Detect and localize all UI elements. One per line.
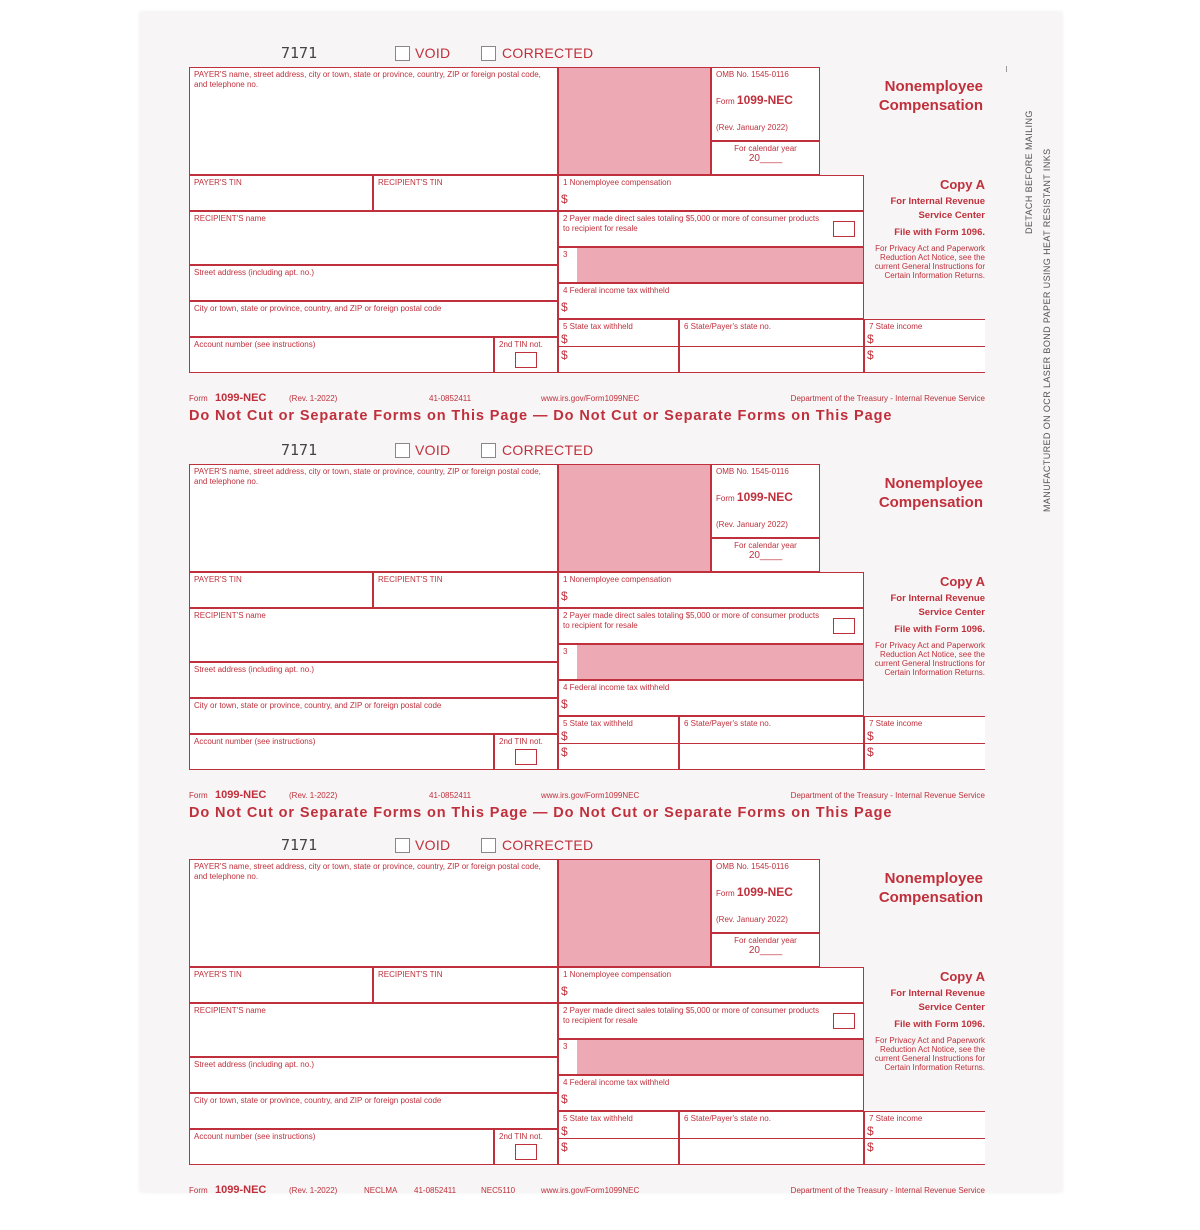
box3-label: 3: [563, 647, 568, 656]
box7-label: 7 State income: [869, 719, 923, 728]
box1-label: 1 Nonemployee compensation: [563, 970, 672, 979]
footer-form-label: Form: [189, 394, 208, 403]
recipient-name-field[interactable]: [189, 608, 558, 662]
copy-a-privacy: For Privacy Act and Paperwork Reduction Act Notice, see the current General Instructions for Certain Information Returns.: [874, 1036, 985, 1072]
warning-text: Do Not Cut or Separate Forms on This Page — Do Not Cut or Separate Forms on This Page: [189, 805, 893, 821]
footer-url: www.irs.gov/Form1099NEC: [541, 791, 640, 800]
box7-label: 7 State income: [869, 1114, 923, 1123]
omb-number: OMB No. 1545-0116: [716, 70, 789, 79]
second-tin-label: 2nd TIN not.: [499, 1132, 543, 1141]
street-address-field[interactable]: [189, 265, 558, 301]
calendar-year-label: For calendar year: [734, 541, 797, 550]
box1-dollar: $: [561, 984, 568, 998]
void-checkbox[interactable]: [395, 838, 410, 853]
box6-label: 6 State/Payer's state no.: [684, 322, 771, 331]
payer-name-field[interactable]: [189, 859, 558, 967]
copy-a-privacy: For Privacy Act and Paperwork Reduction Act Notice, see the current General Instructions for Certain Information Returns.: [874, 641, 985, 677]
box2-field: [558, 211, 864, 247]
void-checkbox[interactable]: [395, 46, 410, 61]
form-name: 1099-NEC: [736, 490, 793, 504]
box4-dollar: $: [561, 1092, 568, 1106]
box7-dollar-2: $: [867, 1140, 874, 1154]
box5-dollar-1: $: [561, 1124, 568, 1138]
calendar-year-box[interactable]: [711, 933, 820, 967]
void-checkbox[interactable]: [395, 443, 410, 458]
payer-name-label: PAYER'S name, street address, city or town, state or province, country, ZIP or foreign postal code, and telephone no.: [194, 70, 541, 89]
second-tin-checkbox[interactable]: [515, 352, 537, 368]
rev-box: [711, 121, 820, 141]
box5-field[interactable]: [558, 716, 679, 770]
copy-a-privacy: For Privacy Act and Paperwork Reduction Act Notice, see the current General Instructions for Certain Information Returns.: [874, 244, 985, 280]
second-tin-field: [494, 1129, 558, 1165]
form-title: Nonemployee Compensation: [878, 870, 983, 906]
form-code: 7171: [281, 836, 318, 854]
recipient-tin-field[interactable]: [373, 967, 558, 1003]
corrected-label: CORRECTED: [502, 45, 594, 61]
box1-field[interactable]: [558, 572, 864, 608]
shaded-area: [558, 859, 711, 967]
footer-form-name: 1099-NEC: [215, 392, 267, 404]
calendar-year: 20____: [748, 945, 783, 956]
payer-tin-label: PAYER'S TIN: [194, 178, 242, 187]
copy-a-for: For Internal Revenue Service Center: [890, 593, 985, 618]
form-grid: [189, 67, 985, 389]
box1-field[interactable]: [558, 967, 864, 1003]
form-prefix: Form: [716, 97, 735, 106]
payer-tin-label: PAYER'S TIN: [194, 970, 242, 979]
form-topline: [189, 42, 689, 66]
box7-field[interactable]: [864, 1111, 985, 1165]
corrected-label: CORRECTED: [502, 442, 594, 458]
form-1099-nec-2: [189, 439, 985, 835]
box3-label: 3: [563, 250, 568, 259]
footer-rev: (Rev. 1-2022): [289, 394, 338, 403]
box2-field: [558, 608, 864, 644]
copy-a-file: File with Form 1096.: [894, 1019, 985, 1030]
box4-field[interactable]: [558, 283, 864, 319]
corrected-checkbox[interactable]: [481, 443, 496, 458]
footer-cat: 41-0852411: [414, 1186, 457, 1195]
box5-dollar-2: $: [561, 1140, 568, 1154]
recipient-name-label: RECIPIENT'S name: [194, 1006, 266, 1015]
city-field[interactable]: [189, 698, 558, 734]
form-id-box: [711, 89, 820, 121]
box7-dollar-1: $: [867, 729, 874, 743]
box4-label: 4 Federal income tax withheld: [563, 683, 670, 692]
second-tin-label: 2nd TIN not.: [499, 340, 543, 349]
calendar-year: 20____: [748, 153, 783, 164]
form-id-box: [711, 881, 820, 913]
side-text: [1024, 72, 1064, 512]
void-label: VOID: [415, 442, 451, 458]
form-prefix: Form: [716, 494, 735, 503]
city-label: City or town, state or province, country, and ZIP or foreign postal code: [194, 304, 442, 313]
form-grid: [189, 859, 985, 1181]
box5-label: 5 State tax withheld: [563, 1114, 633, 1123]
box5-dollar-1: $: [561, 729, 568, 743]
rev-box: [711, 913, 820, 933]
second-tin-field: [494, 337, 558, 373]
footer-dept: Department of the Treasury - Internal Revenue Service: [790, 791, 985, 800]
payer-tin-field[interactable]: [189, 572, 373, 608]
box2-checkbox[interactable]: [833, 221, 855, 237]
shaded-area: [558, 464, 711, 572]
footer-extra2: NEC5110: [481, 1186, 516, 1195]
box5-label: 5 State tax withheld: [563, 322, 633, 331]
form-code: 7171: [281, 44, 318, 62]
account-number-label: Account number (see instructions): [194, 340, 316, 349]
copy-a-for: For Internal Revenue Service Center: [890, 196, 985, 221]
form-code: 7171: [281, 441, 318, 459]
box1-dollar: $: [561, 192, 568, 206]
calendar-year-box[interactable]: [711, 538, 820, 572]
box5-dollar-2: $: [561, 348, 568, 362]
copy-a-file: File with Form 1096.: [894, 624, 985, 635]
payer-tin-field[interactable]: [189, 175, 373, 211]
box5-dollar-2: $: [561, 745, 568, 759]
recipient-tin-field[interactable]: [373, 572, 558, 608]
payer-name-label: PAYER'S name, street address, city or town, state or province, country, ZIP or foreign postal code, and telephone no.: [194, 467, 541, 486]
street-address-field[interactable]: [189, 1057, 558, 1093]
box6-field[interactable]: [679, 319, 864, 373]
form-footer: [189, 789, 985, 803]
paper-text: MANUFACTURED ON OCR LASER BOND PAPER USING HEAT RESISTANT INKS: [1042, 148, 1052, 512]
omb-box: [711, 464, 820, 486]
box5-field[interactable]: [558, 1111, 679, 1165]
footer-dept: Department of the Treasury - Internal Revenue Service: [790, 394, 985, 403]
box1-label: 1 Nonemployee compensation: [563, 575, 672, 584]
second-tin-checkbox[interactable]: [515, 1144, 537, 1160]
box3-field: [558, 247, 864, 283]
form-footer: [189, 392, 985, 406]
box1-dollar: $: [561, 589, 568, 603]
recipient-name-field[interactable]: [189, 211, 558, 265]
recipient-name-label: RECIPIENT'S name: [194, 214, 266, 223]
footer-rev: (Rev. 1-2022): [289, 1186, 338, 1195]
footer-url: www.irs.gov/Form1099NEC: [541, 394, 640, 403]
second-tin-label: 2nd TIN not.: [499, 737, 543, 746]
account-number-field[interactable]: [189, 734, 494, 770]
box2-label: 2 Payer made direct sales totaling $5,000 or more of consumer products to recipient for resale: [563, 611, 820, 630]
calendar-year-label: For calendar year: [734, 144, 797, 153]
form-title: Nonemployee Compensation: [878, 78, 983, 114]
box2-field: [558, 1003, 864, 1039]
box1-field[interactable]: [558, 175, 864, 211]
box5-field[interactable]: [558, 319, 679, 373]
recipient-tin-field[interactable]: [373, 175, 558, 211]
box6-label: 6 State/Payer's state no.: [684, 719, 771, 728]
form-rev: (Rev. January 2022): [716, 520, 788, 529]
void-label: VOID: [415, 837, 451, 853]
form-1099-nec-3: [189, 834, 985, 1230]
copy-a-block: [867, 574, 985, 677]
box6-field[interactable]: [679, 1111, 864, 1165]
omb-number: OMB No. 1545-0116: [716, 467, 789, 476]
copy-a-title: Copy A: [939, 574, 985, 589]
box7-dollar-1: $: [867, 1124, 874, 1138]
recipient-name-label: RECIPIENT'S name: [194, 611, 266, 620]
copy-a-block: [867, 969, 985, 1072]
calendar-year-label: For calendar year: [734, 936, 797, 945]
box7-field[interactable]: [864, 716, 985, 770]
box7-label: 7 State income: [869, 322, 923, 331]
payer-name-field[interactable]: [189, 67, 558, 175]
box3-field: [558, 644, 864, 680]
box3-field: [558, 1039, 864, 1075]
form-topline: [189, 439, 689, 463]
box4-dollar: $: [561, 697, 568, 711]
box6-label: 6 State/Payer's state no.: [684, 1114, 771, 1123]
box7-field[interactable]: [864, 319, 985, 373]
side-tick: [1006, 66, 1007, 72]
corrected-checkbox[interactable]: [481, 838, 496, 853]
copy-a-file: File with Form 1096.: [894, 227, 985, 238]
account-number-field[interactable]: [189, 1129, 494, 1165]
footer-form-name: 1099-NEC: [215, 789, 267, 801]
box7-dollar-1: $: [867, 332, 874, 346]
box4-field[interactable]: [558, 1075, 864, 1111]
copy-a-block: [867, 177, 985, 280]
box4-label: 4 Federal income tax withheld: [563, 286, 670, 295]
account-number-label: Account number (see instructions): [194, 1132, 316, 1141]
shaded-area: [558, 67, 711, 175]
footer-cat: 41-0852411: [429, 791, 472, 800]
recipient-tin-label: RECIPIENT'S TIN: [378, 178, 443, 187]
box2-label: 2 Payer made direct sales totaling $5,000 or more of consumer products to recipient for resale: [563, 1006, 820, 1025]
void-label: VOID: [415, 45, 451, 61]
corrected-label: CORRECTED: [502, 837, 594, 853]
footer-form-name: 1099-NEC: [215, 1184, 267, 1196]
street-address-label: Street address (including apt. no.): [194, 665, 315, 674]
box2-checkbox[interactable]: [833, 1013, 855, 1029]
payer-name-label: PAYER'S name, street address, city or town, state or province, country, ZIP or foreign postal code, and telephone no.: [194, 862, 541, 881]
city-label: City or town, state or province, country, and ZIP or foreign postal code: [194, 701, 442, 710]
form-grid: [189, 464, 985, 786]
street-address-label: Street address (including apt. no.): [194, 1060, 315, 1069]
payer-name-field[interactable]: [189, 464, 558, 572]
footer-extra1: NECLMA: [364, 1186, 398, 1195]
box4-label: 4 Federal income tax withheld: [563, 1078, 670, 1087]
corrected-checkbox[interactable]: [481, 46, 496, 61]
recipient-tin-label: RECIPIENT'S TIN: [378, 575, 443, 584]
payer-tin-label: PAYER'S TIN: [194, 575, 242, 584]
footer-form-label: Form: [189, 1186, 208, 1195]
form-rev: (Rev. January 2022): [716, 915, 788, 924]
second-tin-checkbox[interactable]: [515, 749, 537, 765]
box5-dollar-1: $: [561, 332, 568, 346]
street-address-label: Street address (including apt. no.): [194, 268, 315, 277]
recipient-name-field[interactable]: [189, 1003, 558, 1057]
payer-tin-field[interactable]: [189, 967, 373, 1003]
city-label: City or town, state or province, country, and ZIP or foreign postal code: [194, 1096, 442, 1105]
footer-url: www.irs.gov/Form1099NEC: [541, 1186, 640, 1195]
form-name: 1099-NEC: [736, 885, 793, 899]
city-field[interactable]: [189, 1093, 558, 1129]
omb-box: [711, 859, 820, 881]
form-1099-nec-1: [189, 42, 985, 438]
box5-label: 5 State tax withheld: [563, 719, 633, 728]
copy-a-title: Copy A: [939, 969, 985, 984]
box3-label: 3: [563, 1042, 568, 1051]
form-id-box: [711, 486, 820, 518]
city-field[interactable]: [189, 301, 558, 337]
recipient-tin-label: RECIPIENT'S TIN: [378, 970, 443, 979]
omb-number: OMB No. 1545-0116: [716, 862, 789, 871]
calendar-year-box[interactable]: [711, 141, 820, 175]
box6-field[interactable]: [679, 716, 864, 770]
form-title: Nonemployee Compensation: [878, 475, 983, 511]
box1-label: 1 Nonemployee compensation: [563, 178, 672, 187]
second-tin-field: [494, 734, 558, 770]
box4-field[interactable]: [558, 680, 864, 716]
rev-box: [711, 518, 820, 538]
footer-rev: (Rev. 1-2022): [289, 791, 338, 800]
footer-dept: Department of the Treasury - Internal Revenue Service: [790, 1186, 985, 1195]
box2-checkbox[interactable]: [833, 618, 855, 634]
footer-cat: 41-0852411: [429, 394, 472, 403]
box7-dollar-2: $: [867, 348, 874, 362]
footer-form-label: Form: [189, 791, 208, 800]
form-name: 1099-NEC: [736, 93, 793, 107]
form-rev: (Rev. January 2022): [716, 123, 788, 132]
account-number-label: Account number (see instructions): [194, 737, 316, 746]
form-footer: [189, 1184, 985, 1198]
form-topline: [189, 834, 689, 858]
street-address-field[interactable]: [189, 662, 558, 698]
box2-label: 2 Payer made direct sales totaling $5,000 or more of consumer products to recipient for resale: [563, 214, 820, 233]
account-number-field[interactable]: [189, 337, 494, 373]
box4-dollar: $: [561, 300, 568, 314]
warning-text: Do Not Cut or Separate Forms on This Page — Do Not Cut or Separate Forms on This Page: [189, 408, 893, 424]
copy-a-for: For Internal Revenue Service Center: [890, 988, 985, 1013]
box7-dollar-2: $: [867, 745, 874, 759]
omb-box: [711, 67, 820, 89]
detach-text: DETACH BEFORE MAILING: [1024, 110, 1034, 234]
calendar-year: 20____: [748, 550, 783, 561]
copy-a-title: Copy A: [939, 177, 985, 192]
form-prefix: Form: [716, 889, 735, 898]
